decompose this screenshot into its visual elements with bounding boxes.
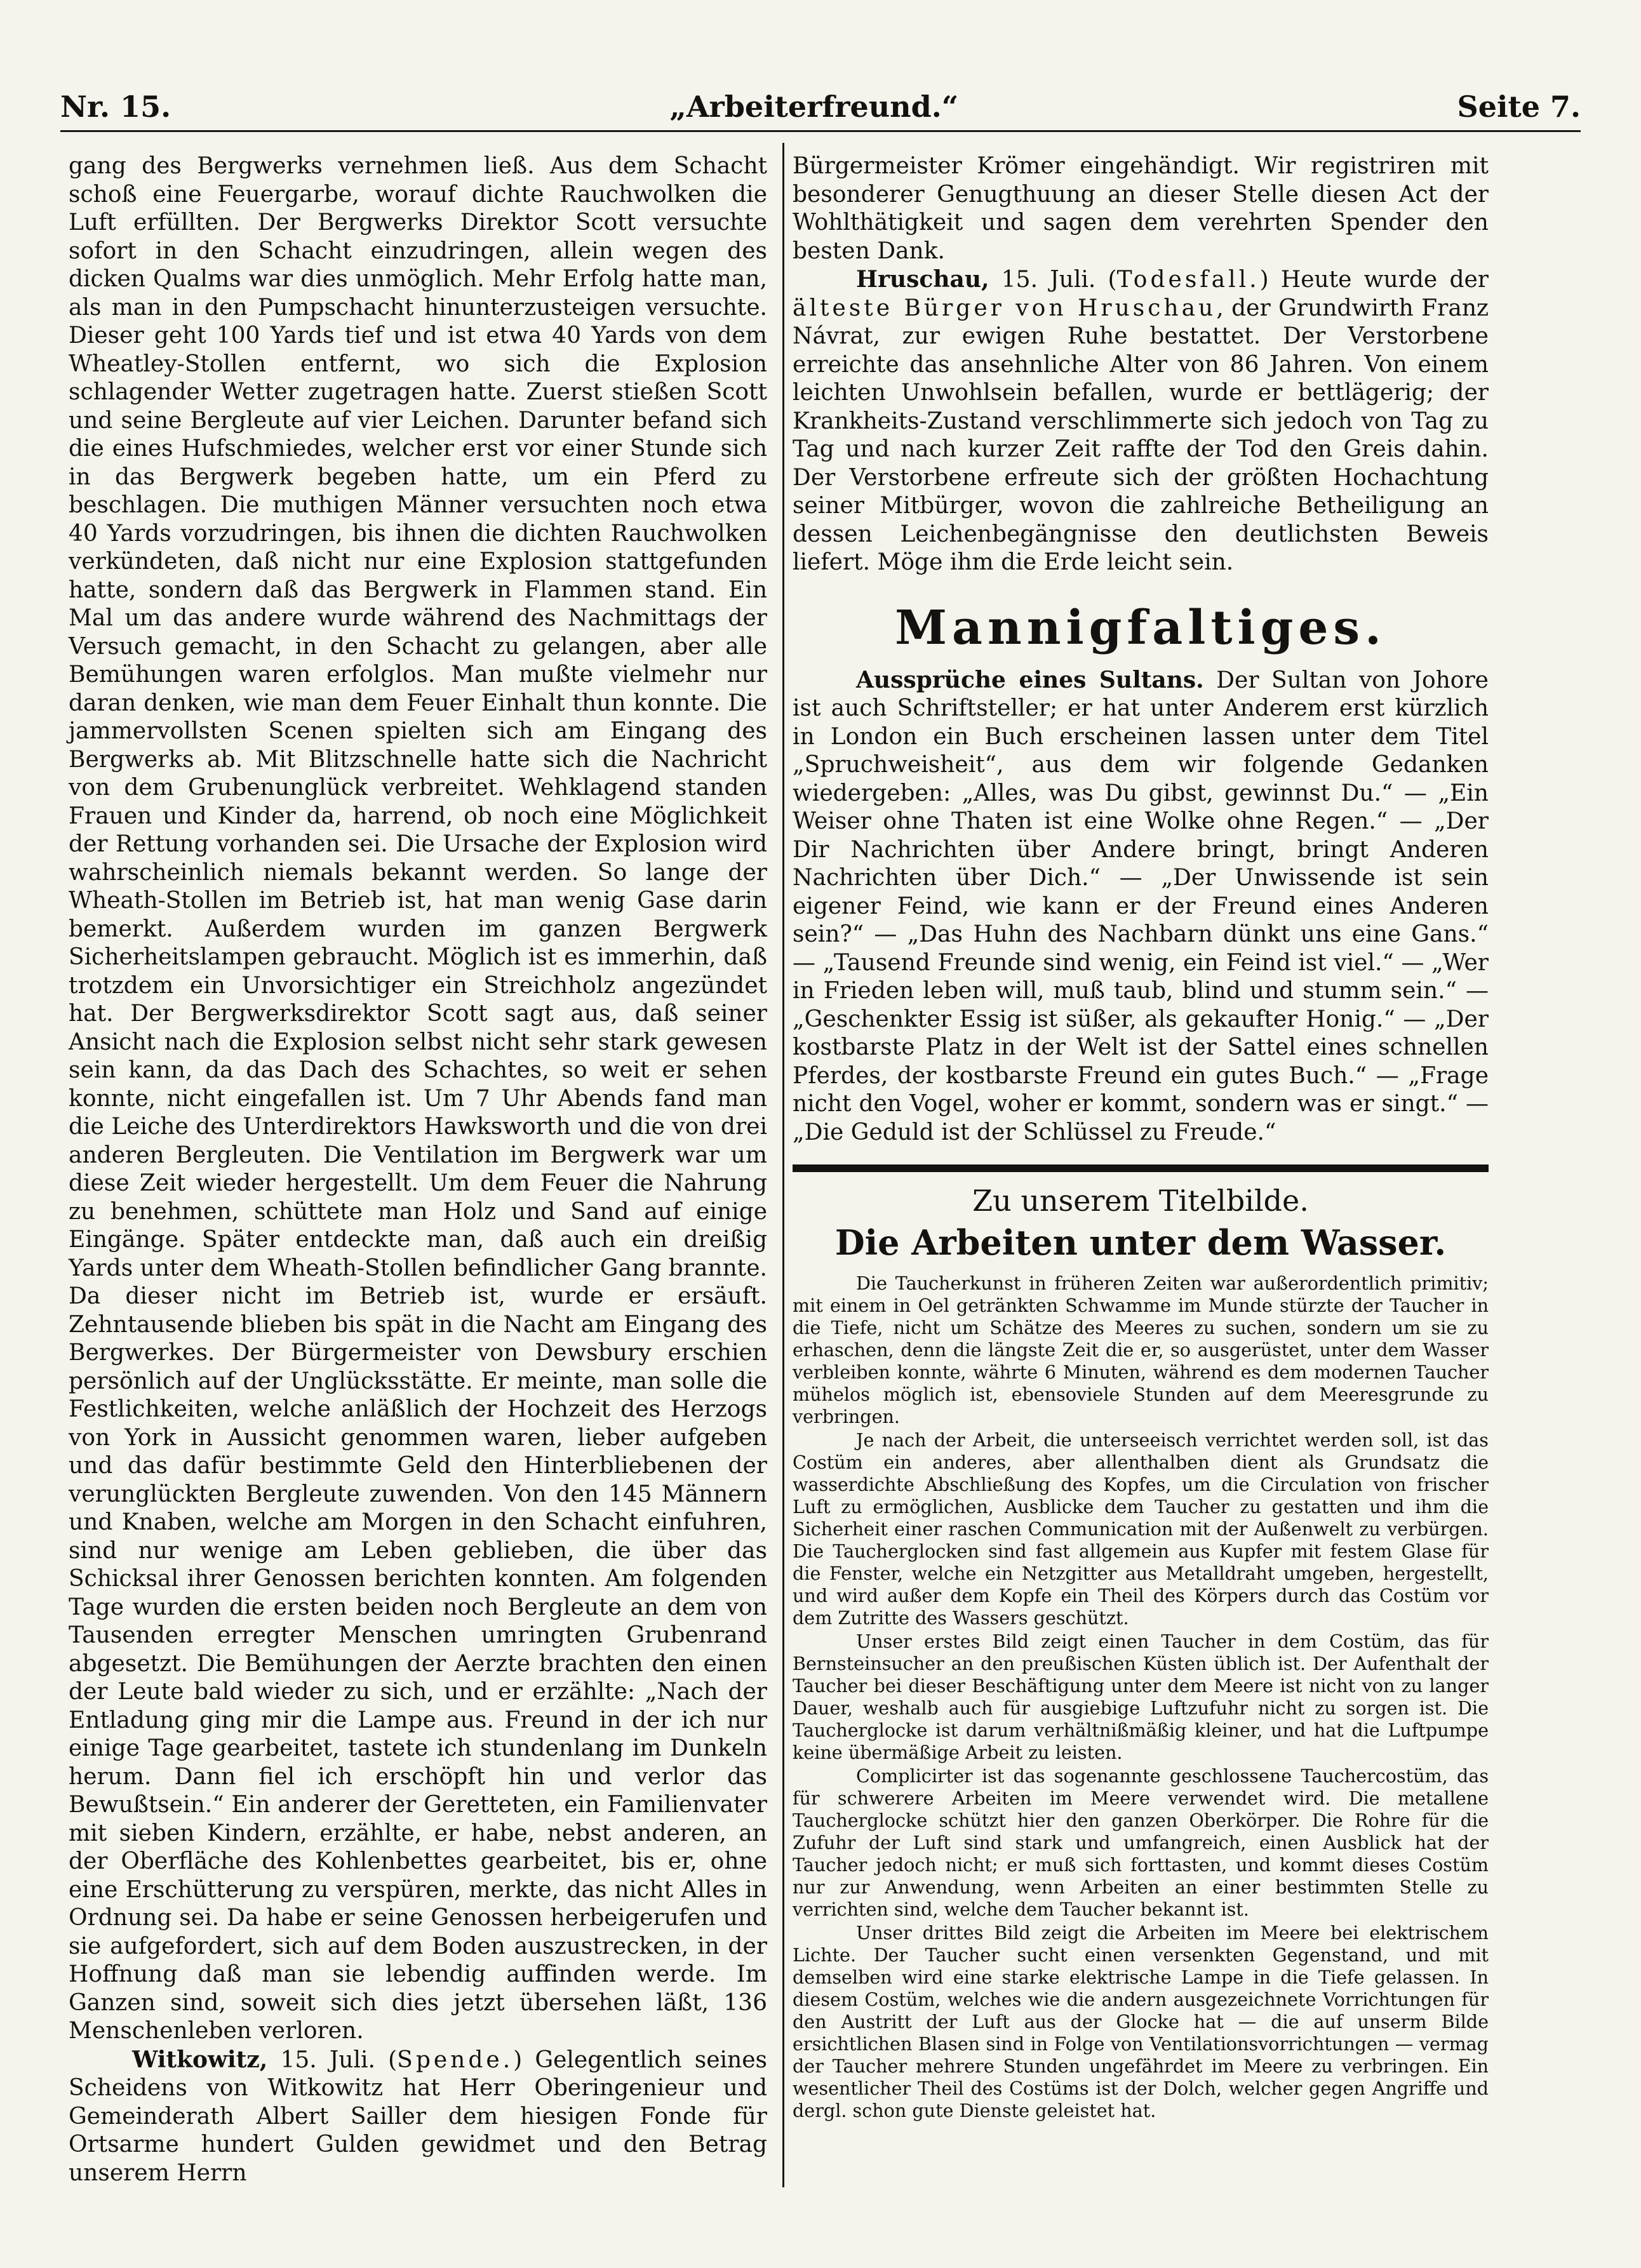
hruschau-text-1: ) Heute wurde der bbox=[1259, 267, 1489, 293]
page-number: Seite 7. bbox=[1457, 90, 1581, 124]
left-column bbox=[69, 152, 767, 2187]
witkowitz-kind: Spende. bbox=[397, 2046, 514, 2073]
diving-paragraph: Die Taucherkunst in früheren Zeiten war außerordentlich primitiv; mit einem in Oel getränkten Schwamme im Munde stürzte der Taucher in die Tiefe, nicht um Schätze des Meeres zu suchen, sondern um sie zu erhaschen, denn die längste Zeit die er, so ausgerüstet, unter dem Wasser verbleiben konnte, währte 6 Minuten, während es dem modernen Taucher mühelos möglich ist, ebensoviele Stunden auf dem Meeresgrunde zu verbringen. bbox=[793, 1272, 1489, 1427]
witkowitz-continued: Bürgermeister Krömer eingehändigt. Wir registriren mit besonderer Genugthuung an dieser Stelle diesen Act der Wohlthätigkeit und sagen dem verehrten Spender den besten Dank. bbox=[793, 153, 1489, 264]
article-title: Die Arbeiten unter dem Wasser. bbox=[834, 1222, 1447, 1263]
mine-disaster-continued: gang des Bergwerks vernehmen ließ. Aus dem Schacht schoß eine Feuergarbe, worauf dichte Rauchwolken die Luft erfüllten. Der Bergwerks Direktor Scott versuchte sofort in den Schacht einzudringen, allein wegen des dicken Qualms war dies unmöglich. Mehr Erfolg hatte man, als man in den Pumpschacht hinunterzusteigen versuchte. Dieser geht 100 Yards tief und ist etwa 40 Yards von dem Wheatley-Stollen entfernt, wo sich die Explosion schlagender Wetter zugetragen hatte. Zuerst stießen Scott und seine Bergleute auf vier Leichen. Darunter befand sich die eines Hufschmiedes, welcher erst vor einer Stunde sich in das Bergwerk begeben hatte, um ein Pferd zu beschlagen. Die muthigen Männer versuchten noch etwa 40 Yards vorzudringen, bis ihnen die dichten Rauchwolken verkündeten, daß nicht nur eine Explosion stattgefunden hatte, sondern daß das Bergwerk in Flammen stand. Ein Mal um das andere wurde während des Nachmittags der Versuch gemacht, in den Schacht zu gelangen, aber alle Bemühungen waren erfolglos. Man mußte vielmehr nur daran denken, wie man dem Feuer Einhalt thun konnte. Die jammervollsten Scenen spielten sich am Eingang des Bergwerks ab. Mit Blitzschnelle hatte sich die Nachricht von dem Grubenunglück verbreitet. Wehklagend standen Frauen und Kinder da, harrend, ob noch eine Möglichkeit der Rettung vorhanden sei. Die Ursache der Explosion wird wahrscheinlich niemals bekannt werden. So lange der Wheath-Stollen im Betrieb ist, hat man wenig Gase darin bemerkt. Außerdem wurden im ganzen Bergwerk Sicherheitslampen gebraucht. Möglich ist es immerhin, daß trotzdem ein Unvorsichtiger ein Streichholz angezündet hat. Der Bergwerksdirektor Scott sagt aus, daß seiner Ansicht nach die Explosion selbst nicht sehr stark gewesen sein kann, da das Dach des Schachtes, so weit er sehen konnte, nicht eingefallen ist. Um 7 Uhr Abends fand man die Leiche des Unterdirektors Hawksworth und die von drei anderen Bergleuten. Die Ventilation im Bergwerk war um diese Zeit wieder hergestellt. Um dem Feuer die Nahrung zu benehmen, schüttete man Holz und Sand auf einige Eingänge. Später entdeckte man, daß auch ein dreißig Yards unter dem Wheath-Stollen befindlicher Gang brannte. Da dieser nicht im Betrieb ist, wurde er ersäuft. Zehntausende blieben bis spät in die Nacht am Eingang des Bergwerkes. Der Bürgermeister von Dewsbury erschien persönlich auf der Unglücksstätte. Er meinte, man solle die Festlichkeiten, welche anläßlich der Hochzeit des Herzogs von York in Aussicht genommen waren, lieber aufgeben und das dafür bestimmte Geld den Hinterbliebenen der verunglückten Bergleute zuwenden. Von den 145 Männern und Knaben, welche am Morgen in den Schacht einfuhren, sind nur wenige am Leben geblieben, die über das Schicksal ihrer Genossen berichten konnten. Am folgenden Tage wurden die ersten beiden noch Bergleute an dem von Tausenden erregter Menschen umringten Grubenrand abgesetzt. Die Bemühungen der Aerzte brachten den einen der Leute bald wieder zu sich, und er erzählte: „Nach der Entladung ging mir die Lampe aus. Freund in der ich nur einige Tage gearbeitet, tastete ich stundenlang im Dunkeln herum. Dann fiel ich erschöpft hin und verlor das Bewußtsein.“ Ein anderer der Geretteten, ein Familienvater mit sieben Kindern, erzählte, er habe, nebst anderen, an der Oberfläche des Kohlenbettes gearbeitet, bis er, ohne eine Erschütterung zu verspüren, merkte, das nicht Alles in Ordnung sei. Da habe er seine Genossen herbeigerufen und sie aufgefordert, sich auf dem Boden auszustrecken, in der Hoffnung daß man sie lebendig auffinden werde. Im Ganzen sind, soweit sich dies jetzt übersehen läßt, 136 Menschenleben verloren. bbox=[69, 153, 767, 2044]
page-header bbox=[60, 81, 1581, 132]
diving-paragraph: Complicirter ist das sogenannte geschlossene Tauchercostüm, das für schwerere Arbeiten im Meere verwendet wird. Die metallene Taucherglocke schützt hier den ganzen Oberkörper. Die Rohre für die Zufuhr der Luft sind stark und umfangreich, einen Ausblick hat der Taucher jedoch nicht; er muß sich forttasten, und kommt dieses Costüm nur zur Anwendung, wenn Arbeiten an einer bestimmten Stelle zu verrichten sind, welche dem Taucher bekannt ist. bbox=[793, 1765, 1489, 1920]
witkowitz-text: ) Gelegentlich seines Scheidens von Witkowitz hat Herr Oberingenieur und Gemeinderath Albert Sailler dem hiesigen Fonde für Ortsarme hundert Gulden gewidmet und den Betrag unserem Herrn bbox=[69, 2046, 768, 2186]
sultan-sayings bbox=[793, 666, 1489, 1147]
diving-paragraph: Je nach der Arbeit, die unterseeisch verrichtet werden soll, ist das Costüm ein anderes, aber allenthalben dient als Grundsatz die wasserdichte Abschließung des Kopfes, um die Circulation von frischer Luft zu ermöglichen, Ausblicke dem Taucher zu gestatten und ihm die Sicherheit einer raschen Communication mit der Außenwelt zu verbürgen. Die Taucherglocken sind fast allgemein aus Kupfer mit festem Glase für die Fenster, welche ein Netzgitter aus Metalldraht umgeben, hergestellt, und wird außer dem Kopfe ein Theil des Körpers durch das Costüm vor dem Zutritte des Wassers geschützt. bbox=[793, 1429, 1489, 1629]
column-divider bbox=[782, 143, 784, 2187]
newspaper-title: „Arbeiterfreund.“ bbox=[669, 90, 959, 124]
witkowitz-place: Witkowitz, bbox=[132, 2046, 268, 2073]
header-rule bbox=[60, 130, 1581, 132]
hruschau-spaced: älteste Bürger von Hruschau bbox=[793, 295, 1217, 321]
sultan-text: Der Sultan von Johore ist auch Schriftsteller; er hat unter Anderem erst kürzlich in London ein Buch erscheinen lassen unter dem Titel „Spruchweisheit“, aus dem wir folgende Gedanken wiedergeben: „Alles, was Du gibst, gewinnst Du.“ — „Ein Weiser ohne Thaten ist eine Wolke ohne Regen.“ — „Der Dir Nachrichten über Andere bringt, bringt Anderen Nachrichten über Dich.“ — „Der Unwissende ist sein eigener Feind, wie kann er der Freund eines Anderen sein?“ — „Das Huhn des Nachbarn dünkt uns eine Gans.“ — „Tausend Freunde sind wenig, ein Feind ist viel.“ — „Wer in Frieden leben will, muß taub, blind und stumm sein.“ — „Geschenkter Essig ist süßer, als gekaufter Honig.“ — „Der kostbarste Platz in der Welt ist der Sattel eines schnellen Pferdes, der kostbarste Freund ein gutes Buch.“ — „Frage nicht den Vogel, woher er kommt, sondern was er singt.“ — „Die Geduld ist der Schlüssel zu Freude.“ bbox=[793, 667, 1489, 1145]
hruschau-report bbox=[793, 265, 1489, 577]
issue-number: Nr. 15. bbox=[60, 90, 171, 124]
sultan-heading: Aussprüche eines Sultans. bbox=[856, 666, 1204, 693]
diving-article bbox=[793, 1272, 1489, 2122]
title-image-heading: Zu unserem Titelbilde. bbox=[972, 1184, 1309, 1218]
witkowitz-report bbox=[69, 2046, 767, 2188]
right-column bbox=[793, 152, 1489, 2123]
section-title: Mannigfaltiges. bbox=[895, 600, 1386, 655]
hruschau-text-2: , der Grundwirth Franz Návrat, zur ewigen Ruhe bestattet. Der Verstorbene erreichte das ansehnliche Alter von 86 Jahren. Von einem leichten Unwohlsein befallen, wurde er bettlägerig; der Krankheits-Zustand verschlimmerte sich jedoch von Tag zu Tag und nach kurzer Zeit raffte der Tod den Greis dahin. Der Verstorbene erfreute sich der größten Hochachtung seiner Mitbürger, wovon die zahlreiche Betheiligung an dessen Leichenbegängnisse den deutlichsten Beweis liefert. Möge ihm die Erde leicht sein. bbox=[793, 295, 1489, 575]
hruschau-place: Hruschau, bbox=[856, 266, 989, 293]
diving-paragraph: Unser drittes Bild zeigt die Arbeiten im Meere bei elektrischem Lichte. Der Taucher sucht einen versenkten Gegenstand, und mit demselben wird eine starke elektrische Lampe in die Tiefe gelassen. In diesem Costüm, welches wie die andern ausgezeichnete Vorrichtungen für den Austritt der Luft aus der Glocke hat — die auf unserm Bilde ersichtlichen Blasen sind in Folge von Ventilationsvorrichtungen — vermag der Taucher mehrere Stunden ungefährdet im Meere zu verbringen. Ein wesentlicher Theil des Costüms ist der Dolch, welcher gegen Angriffe und dergl. schon gute Dienste geleistet hat. bbox=[793, 1922, 1489, 2121]
section-rule bbox=[793, 1164, 1489, 1172]
hruschau-kind: Todesfall. bbox=[1116, 267, 1260, 293]
witkowitz-date: 15. Juli. ( bbox=[267, 2046, 398, 2073]
hruschau-date: 15. Juli. ( bbox=[989, 267, 1117, 293]
diving-paragraph: Unser erstes Bild zeigt einen Taucher in dem Costüm, das für Bernsteinsucher an den preußischen Küsten üblich ist. Der Aufenthalt der Taucher bei dieser Beschäftigung unter dem Meere ist nicht von zu langer Dauer, weshalb auch für ausgiebige Luftzufuhr nicht zu sorgen ist. Die Taucherglocke ist darum verhältnißmäßig kleiner, und hat die Luftpumpe keine übermäßige Arbeit zu leisten. bbox=[793, 1631, 1489, 1763]
